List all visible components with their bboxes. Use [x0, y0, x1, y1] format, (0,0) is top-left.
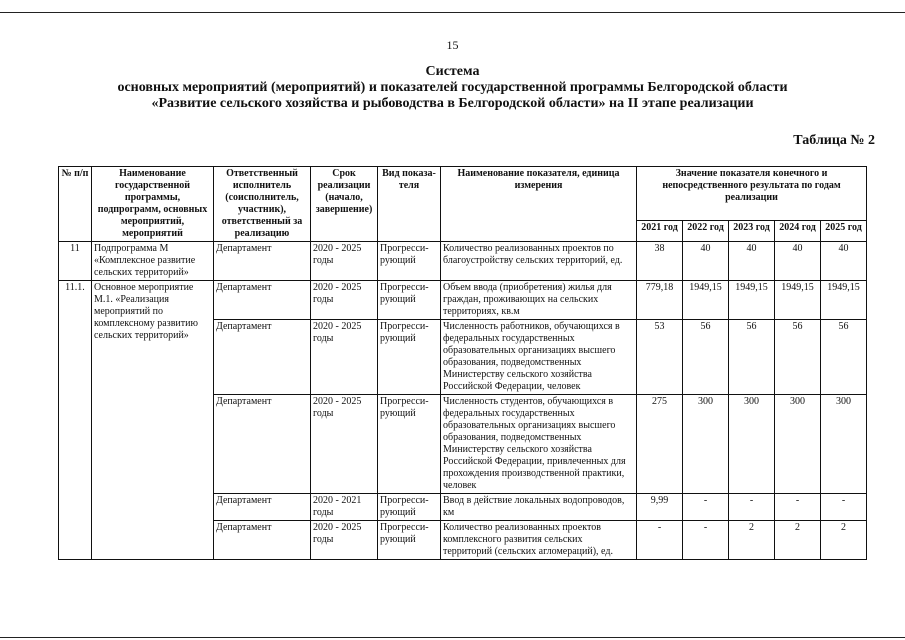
row-value: -	[821, 494, 867, 521]
row-value: 275	[637, 395, 683, 494]
header-row	[59, 167, 867, 221]
row-value: 2	[821, 521, 867, 560]
row-value: 300	[729, 395, 775, 494]
header-year: 2024 год	[775, 221, 821, 242]
header-year: 2021 год	[637, 221, 683, 242]
bottom-rule	[0, 637, 905, 638]
row-type: Прогресси-рующий	[378, 281, 441, 320]
row-executor: Департамент	[214, 242, 311, 281]
table-row	[59, 242, 867, 281]
table-row	[59, 281, 867, 320]
row-value: 300	[683, 395, 729, 494]
header-values-group: Значение показателя конечного и непосредственного результата по годам реализации	[637, 167, 867, 221]
row-executor: Департамент	[214, 494, 311, 521]
row-period: 2020 - 2025 годы	[311, 395, 378, 494]
row-period: 2020 - 2025 годы	[311, 320, 378, 395]
row-num: 11	[59, 242, 92, 281]
row-period: 2020 - 2025 годы	[311, 281, 378, 320]
header-year: 2023 год	[729, 221, 775, 242]
header-period: Срок реализации (начало, завершение)	[311, 167, 378, 242]
row-value: 40	[683, 242, 729, 281]
header-num: № п/п	[59, 167, 92, 242]
row-type: Прогресси-рующий	[378, 395, 441, 494]
row-value: 1949,15	[821, 281, 867, 320]
row-value: 1949,15	[729, 281, 775, 320]
row-value: 1949,15	[683, 281, 729, 320]
row-value: 53	[637, 320, 683, 395]
title-line-1: Система	[425, 64, 480, 79]
header-indicator: Наименование показателя, единица измерения	[441, 167, 637, 242]
row-value: 2	[729, 521, 775, 560]
row-value: -	[683, 521, 729, 560]
row-value: 38	[637, 242, 683, 281]
row-value: 56	[729, 320, 775, 395]
header-name: Наименование государственной программы, подпрограмм, основных мероприятий, мероприятий	[92, 167, 214, 242]
row-type: Прогресси-рующий	[378, 494, 441, 521]
row-indicator: Ввод в действие локальных водопроводов, км	[441, 494, 637, 521]
row-value: 779,18	[637, 281, 683, 320]
row-value: 56	[821, 320, 867, 395]
row-value: 9,99	[637, 494, 683, 521]
row-value: 56	[775, 320, 821, 395]
row-num: 11.1.	[59, 281, 92, 560]
row-indicator: Объем ввода (приобретения) жилья для граждан, проживающих на сельских территориях, кв.м	[441, 281, 637, 320]
table-label: Таблица № 2	[793, 133, 875, 148]
page-number: 15	[446, 38, 459, 52]
row-value: 56	[683, 320, 729, 395]
row-value: 40	[821, 242, 867, 281]
row-period: 2020 - 2021 годы	[311, 494, 378, 521]
row-executor: Департамент	[214, 281, 311, 320]
indicators-table	[58, 166, 867, 560]
row-type: Прогресси-рующий	[378, 320, 441, 395]
row-value: -	[637, 521, 683, 560]
row-value: 40	[775, 242, 821, 281]
row-type: Прогресси-рующий	[378, 521, 441, 560]
document-title	[0, 64, 905, 112]
row-value: 2	[775, 521, 821, 560]
header-type: Вид показа-теля	[378, 167, 441, 242]
row-value: -	[683, 494, 729, 521]
row-period: 2020 - 2025 годы	[311, 242, 378, 281]
row-indicator: Количество реализованных проектов комплексного развития сельских территорий (сельских агломераций), ед.	[441, 521, 637, 560]
row-executor: Департамент	[214, 395, 311, 494]
row-name: Основное мероприятие М.1. «Реализация мероприятий по комплексному развитию сельских территорий»	[92, 281, 214, 560]
row-executor: Департамент	[214, 320, 311, 395]
top-rule	[0, 12, 905, 13]
row-executor: Департамент	[214, 521, 311, 560]
row-indicator: Количество реализованных проектов по благоустройству сельских территорий, ед.	[441, 242, 637, 281]
row-value: 300	[821, 395, 867, 494]
row-value: 40	[729, 242, 775, 281]
row-indicator: Численность студентов, обучающихся в федеральных государственных образовательных организациях высшего образования, подведомственных Министерству сельского хозяйства Российской Федерации, привлеченных для прохождения производственной практики, человек	[441, 395, 637, 494]
row-type: Прогресси-рующий	[378, 242, 441, 281]
row-name: Подпрограмма М «Комплексное развитие сельских территорий»	[92, 242, 214, 281]
header-year: 2025 год	[821, 221, 867, 242]
title-line-2: основных мероприятий (мероприятий) и показателей государственной программы Белгородской области	[117, 80, 788, 95]
header-executor: Ответственный исполнитель (соисполнитель, участник), ответственный за реализацию	[214, 167, 311, 242]
row-value: 300	[775, 395, 821, 494]
row-value: 1949,15	[775, 281, 821, 320]
row-value: -	[775, 494, 821, 521]
header-year: 2022 год	[683, 221, 729, 242]
row-value: -	[729, 494, 775, 521]
row-indicator: Численность работников, обучающихся в федеральных государственных образовательных организациях высшего образования, подведомственных Министерству сельского хозяйства Российской Федерации, человек	[441, 320, 637, 395]
row-period: 2020 - 2025 годы	[311, 521, 378, 560]
title-line-3: «Развитие сельского хозяйства и рыбоводства в Белгородской области» на II этапе реализации	[151, 96, 754, 111]
